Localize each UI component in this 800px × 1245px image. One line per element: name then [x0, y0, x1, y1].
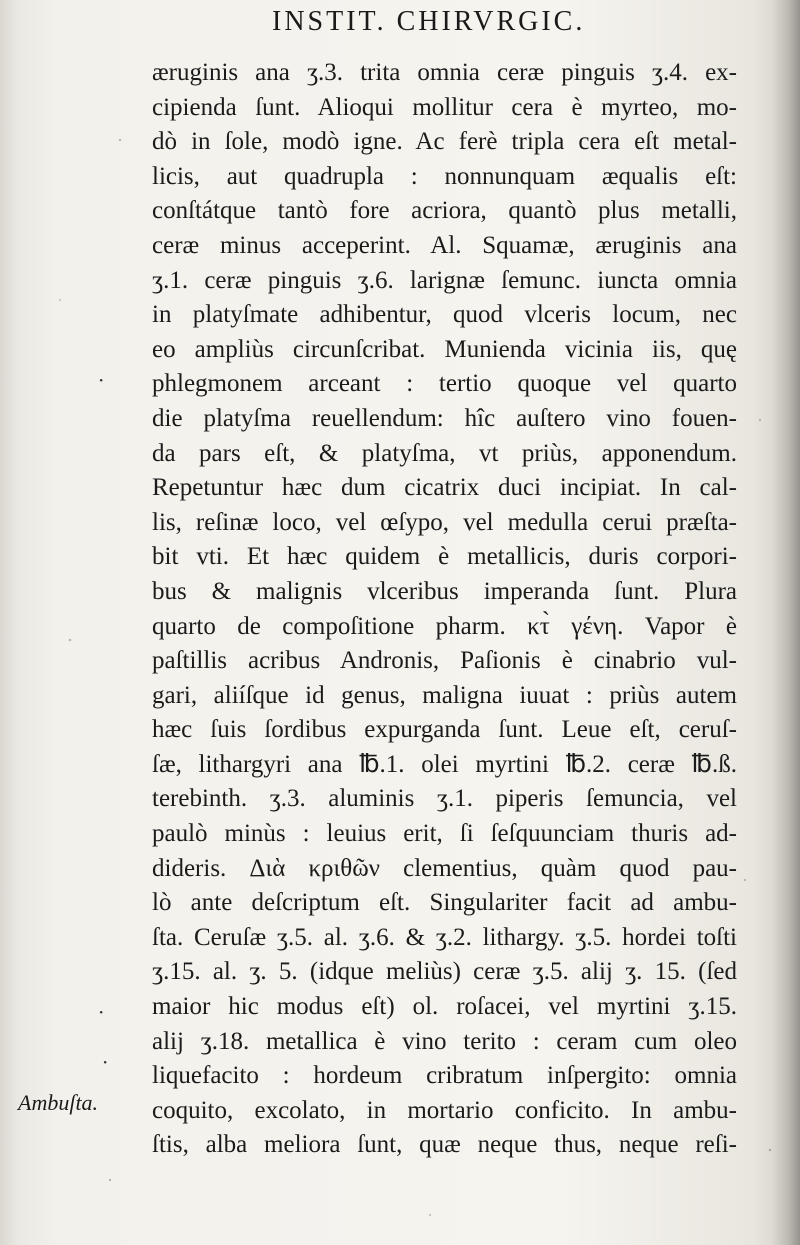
margin-mark: ·: [102, 1050, 109, 1074]
text-line: ceræ minus acceperint. Al. Squamæ, æruginis ana: [152, 231, 737, 259]
text-line: conſtátque tantò fore acriora, quantò plus metalli,: [152, 197, 737, 225]
text-line: die platyſma reuellendum: hîc auſtero vino fouen-: [152, 404, 737, 432]
text-line: dò in ſole, modò igne. Ac ferè tripla cera eſt metal-: [152, 128, 737, 156]
text-line: in platyſmate adhibentur, quod vlceris locum, nec: [152, 301, 737, 329]
text-line: ʒ.1. ceræ pinguis ʒ.6. larignæ ſemunc. iuncta omnia: [152, 266, 737, 294]
margin-mark: ·: [98, 1000, 105, 1024]
text-line: bus & malignis vlceribus imperanda ſunt. Plura: [152, 577, 737, 605]
text-line: da pars eſt, & platyſma, vt priùs, apponendum.: [152, 439, 737, 467]
text-line: bit vti. Et hæc quidem è metallicis, duris corpori-: [152, 543, 737, 571]
text-line: cipienda ſunt. Alioqui mollitur cera è myrteo, mo-: [152, 93, 737, 121]
text-line: ſtis, alba meliora ſunt, quæ neque thus, neque reſi-: [152, 1131, 737, 1159]
margin-mark: ·: [98, 368, 105, 392]
text-line: alij ʒ.18. metallica è vino terito : ceram cum oleo: [152, 1027, 737, 1055]
text-line: Repetuntur hæc dum cicatrix duci incipiat. In cal-: [152, 474, 737, 502]
text-line: phlegmonem arceant : tertio quoque vel quarto: [152, 370, 737, 398]
text-line: liquefacito : hordeum cribratum inſpergito: omnia: [152, 1062, 737, 1090]
text-line: dideris. Διὰ κριθῶν clementius, quàm quod pau-: [152, 854, 737, 882]
text-line: æruginis ana ʒ.3. trita omnia ceræ pinguis ʒ.4. ex-: [152, 59, 737, 86]
text-line: ſæ, lithargyri ana ℔.1. olei myrtini ℔.2. ceræ ℔.ß.: [152, 750, 737, 778]
text-line: lò ante deſcriptum eſt. Singulariter facit ad ambu-: [152, 889, 737, 917]
main-text: [152, 56, 737, 1163]
text-line: quarto de compoſitione pharm. κτ̀ γένη. Vapor è: [152, 612, 737, 640]
text-line: lis, reſinæ loco, vel œſypo, vel medulla cerui præſta-: [152, 508, 737, 536]
text-line: maior hic modus eſt) ol. roſacei, vel myrtini ʒ.15.: [152, 993, 737, 1021]
text-line: licis, aut quadrupla : nonnunquam æqualis eſt:: [152, 162, 737, 190]
text-line: eo ampliùs circunſcribat. Munienda vicinia iis, quę: [152, 335, 737, 363]
text-line: paulò minùs : leuius erit, ſi ſeſquunciam thuris ad-: [152, 820, 737, 848]
page-edge-shadow: [772, 0, 800, 1245]
text-line: paſtillis acribus Andronis, Paſionis è cinabrio vul-: [152, 647, 737, 675]
text-line: ſta. Ceruſæ ʒ.5. al. ʒ.6. & ʒ.2. lithargy. ʒ.5. hordei toſti: [152, 923, 737, 951]
text-line: ʒ.15. al. ʒ. 5. (idque meliùs) ceræ ʒ.5. alij ʒ. 15. (ſed: [152, 958, 737, 986]
running-head: INSTIT. CHIRVRGIC.: [272, 6, 586, 37]
text-line: coquito, excolato, in mortario conficito. In ambu-: [152, 1096, 737, 1124]
text-line: hæc ſuis ſordibus expurganda ſunt. Leue eſt, ceruſ-: [152, 716, 737, 744]
margin-note: Ambuſta.: [18, 1090, 99, 1115]
text-line: terebinth. ʒ.3. aluminis ʒ.1. piperis ſemuncia, vel: [152, 785, 737, 813]
text-line: gari, aliíſque id genus, maligna iuuat : priùs autem: [152, 681, 737, 709]
